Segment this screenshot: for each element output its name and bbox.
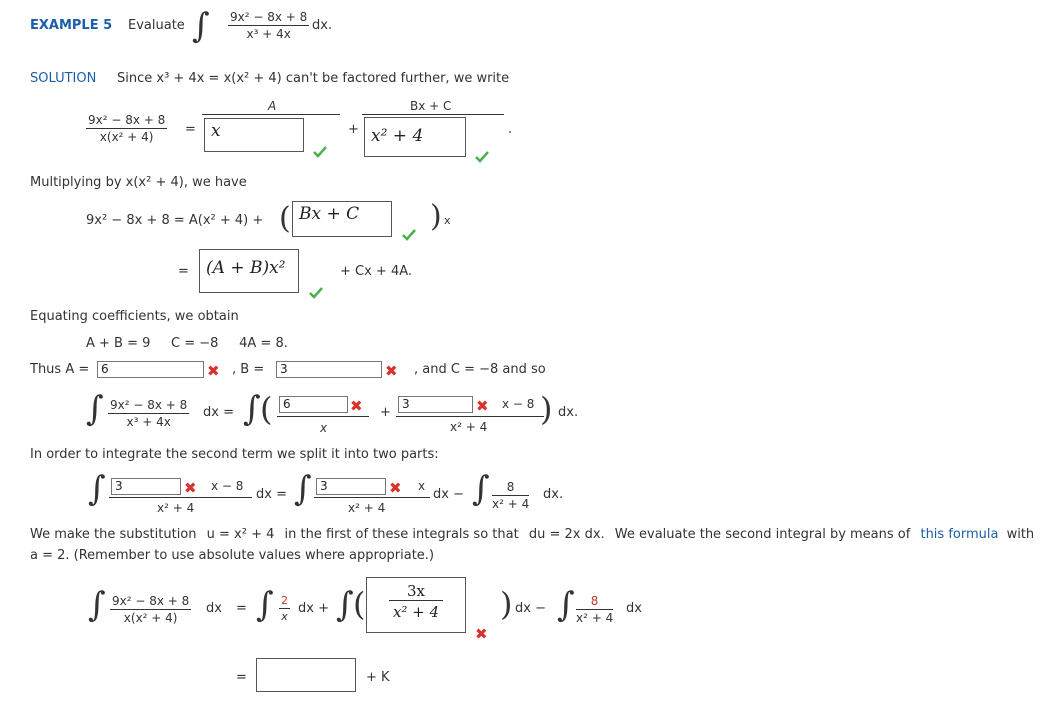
fraction-bar: [314, 497, 430, 498]
thus-lead: Thus A =: [30, 362, 90, 377]
open-paren: (: [353, 585, 366, 623]
answer-input-B[interactable]: 3: [276, 361, 382, 378]
answer-box-final-result[interactable]: [256, 658, 356, 692]
final-fraction-2: [279, 594, 290, 623]
denominator: x(x² + 4): [123, 611, 178, 625]
integral-sign: ∫: [86, 389, 104, 429]
dx-label: dx.: [312, 18, 333, 33]
subst-u: u = x² + 4: [206, 527, 275, 542]
answer-box-BxC-denominator[interactable]: x² + 4: [364, 117, 466, 157]
integral-sign: ∫: [88, 469, 106, 509]
check-icon: [313, 146, 327, 158]
numerator: 2: [281, 594, 288, 607]
den-x: x: [320, 421, 328, 435]
final-lhs-fraction: [110, 594, 191, 625]
den-x2-plus-4: x² + 4: [450, 420, 488, 434]
integral-sign: ∫: [294, 469, 312, 509]
denominator: x² + 4: [492, 497, 530, 511]
answer-box-A-denominator[interactable]: x: [204, 118, 304, 152]
cross-icon: ✖: [389, 479, 402, 497]
mult-tail: + Cx + 4A.: [340, 264, 413, 279]
close-paren: ): [540, 390, 553, 428]
dx: dx: [206, 601, 222, 616]
answer-box-final-integrand[interactable]: [366, 577, 466, 633]
check-icon: [402, 229, 416, 241]
cross-icon: ✖: [207, 362, 220, 380]
example-fraction: [228, 10, 309, 41]
integral-sign: ∫: [557, 585, 575, 625]
den-x2-plus-4: x² + 4: [157, 501, 195, 515]
dx-equals: dx =: [203, 405, 234, 420]
numerator: 8: [492, 480, 529, 496]
answer-input-split-1[interactable]: 3: [111, 478, 181, 495]
box-denominator: x² + 4: [392, 603, 440, 621]
den-x2-plus-4: x² + 4: [348, 501, 386, 515]
plus-K: + K: [366, 670, 390, 685]
dx-equals: dx =: [256, 487, 287, 502]
period: .: [508, 122, 513, 137]
thus-tail: , and C = −8 and so: [414, 362, 546, 377]
equals: =: [178, 264, 189, 279]
open-paren: (: [260, 390, 273, 428]
answer-box-A-plus-B-x2[interactable]: (A + B)x²: [199, 249, 299, 293]
subst-pre: We make the substitution: [30, 527, 197, 542]
pf-lhs-fraction: [86, 113, 167, 144]
dx-minus: dx −: [433, 487, 464, 502]
denominator: x³ + 4x: [126, 415, 171, 429]
num-x: x: [418, 479, 426, 493]
equals: =: [236, 670, 247, 685]
plus: +: [380, 405, 391, 420]
numerator: 9x² − 8x + 8: [112, 594, 190, 608]
plus: +: [348, 122, 359, 137]
integral-sign: ∫: [192, 6, 210, 46]
integral-sign: ∫: [88, 585, 106, 625]
box-numerator: 3x: [389, 582, 443, 601]
integral-sign: ∫: [472, 469, 490, 509]
close-paren: ): [500, 585, 513, 623]
denominator: x² + 4: [576, 611, 614, 625]
fraction-bar: [109, 497, 252, 498]
times-x: x: [444, 214, 451, 227]
int1-lhs-fraction: [108, 398, 189, 429]
subst-with: with: [1006, 527, 1035, 542]
cross-icon: ✖: [475, 625, 488, 643]
denominator: x: [281, 610, 288, 623]
cross-icon: ✖: [350, 397, 363, 415]
answer-box-Bx-plus-C[interactable]: Bx + C: [292, 201, 392, 237]
equating-text: Equating coefficients, we obtain: [30, 309, 239, 324]
B-lead: , B =: [232, 362, 265, 377]
cross-icon: ✖: [476, 397, 489, 415]
answer-input-int1-B[interactable]: 3: [398, 396, 473, 413]
split-fraction-3: [492, 480, 529, 511]
evaluate-label: Evaluate: [128, 18, 185, 33]
answer-input-split-2[interactable]: 3: [316, 478, 386, 495]
integral-sign: ∫: [256, 585, 274, 625]
example-label: EXAMPLE 5: [30, 18, 113, 33]
fraction-bar: [362, 114, 504, 115]
numerator: 9x² − 8x + 8: [110, 398, 188, 412]
denominator: x(x² + 4): [99, 130, 154, 144]
fraction-bar: [277, 416, 369, 417]
integral-sign: ∫: [243, 389, 261, 429]
dx-end: dx.: [543, 487, 564, 502]
coefficient-equations: A + B = 9 C = −8 4A = 8.: [86, 336, 288, 351]
subst-post: We evaluate the second integral by means of: [614, 527, 911, 542]
subst-du: du = 2x dx.: [528, 527, 605, 542]
solution-text: Since x³ + 4x = x(x² + 4) can't be factored further, we write: [117, 71, 510, 86]
dx-end: dx.: [558, 405, 579, 420]
numerator: 9x² − 8x + 8: [88, 113, 166, 127]
A-label: A: [268, 99, 277, 113]
numerator: 9x² − 8x + 8: [230, 10, 308, 24]
BxC-label: Bx + C: [410, 99, 452, 113]
cross-icon: ✖: [385, 362, 398, 380]
num-rest: x − 8: [211, 479, 244, 493]
formula-link[interactable]: this formula: [920, 527, 999, 542]
equals: =: [236, 601, 247, 616]
open-paren: (: [279, 201, 291, 236]
subst-mid: in the first of these integrals so that: [284, 527, 519, 542]
numerator: 8: [576, 594, 613, 610]
mult-line1-left: 9x² − 8x + 8 = A(x² + 4) +: [86, 213, 264, 228]
answer-input-int1-A[interactable]: 6: [279, 396, 348, 413]
answer-input-A[interactable]: 6: [97, 361, 204, 378]
fraction-bar: [202, 114, 340, 115]
integral-sign: ∫: [336, 585, 354, 625]
subst-line1: [30, 527, 1034, 542]
check-icon: [475, 151, 489, 163]
multiplying-text: Multiplying by x(x² + 4), we have: [30, 175, 247, 190]
dx-minus: dx −: [515, 601, 546, 616]
final-fraction-3: [576, 594, 613, 625]
close-paren: ): [430, 199, 442, 234]
solution-label: SOLUTION: [30, 71, 97, 86]
denominator: x³ + 4x: [246, 27, 291, 41]
dx-plus: dx +: [298, 601, 329, 616]
split-text: In order to integrate the second term we split it into two parts:: [30, 447, 439, 462]
subst-line2: a = 2. (Remember to use absolute values where appropriate.): [30, 548, 435, 563]
cross-icon: ✖: [184, 479, 197, 497]
fraction-bar: [396, 416, 544, 417]
check-icon: [309, 287, 323, 299]
equals: =: [185, 122, 196, 137]
dx: dx: [626, 601, 642, 616]
num-rest: x − 8: [502, 397, 535, 411]
